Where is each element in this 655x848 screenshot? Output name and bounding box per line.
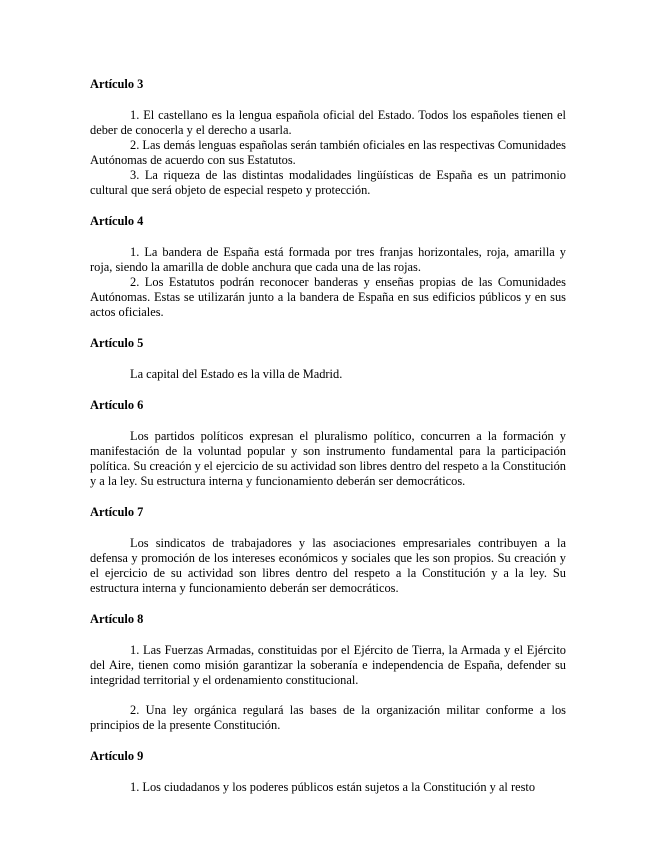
article-heading: Artículo 4 xyxy=(90,214,144,228)
article-paragraph: 1. La bandera de España está formada por tres franjas horizontales, roja, amarilla y roja, siendo la amarilla de doble anchura que cada una de las rojas. xyxy=(90,245,566,274)
article-heading: Artículo 5 xyxy=(90,336,144,350)
article-paragraph: 2. Las demás lenguas españolas serán también oficiales en las respectivas Comunidades Autónomas de acuerdo con sus Estatutos. xyxy=(90,138,566,167)
article-6 xyxy=(90,398,566,489)
article-heading: Artículo 3 xyxy=(90,77,144,91)
article-5 xyxy=(90,336,566,382)
article-heading: Artículo 7 xyxy=(90,505,144,519)
article-paragraph: 3. La riqueza de las distintas modalidades lingüísticas de España es un patrimonio cultural que será objeto de especial respeto y protección. xyxy=(90,168,566,197)
article-9 xyxy=(90,749,566,795)
document-body xyxy=(90,77,566,811)
article-heading: Artículo 9 xyxy=(90,749,144,763)
article-paragraph: 1. Los ciudadanos y los poderes públicos están sujetos a la Constitución y al resto xyxy=(130,780,536,794)
article-paragraph: Los sindicatos de trabajadores y las asociaciones empresariales contribuyen a la defensa y promoción de los intereses económicos y sociales que les son propios. Su creación y el ejercicio de su actividad son libres dentro del respeto a la Constitución y a la ley. Su estructura interna y funcionamiento deberán ser democráticos. xyxy=(90,536,566,595)
article-3 xyxy=(90,77,566,198)
article-heading: Artículo 8 xyxy=(90,612,144,626)
article-paragraph: 2. Los Estatutos podrán reconocer banderas y enseñas propias de las Comunidades Autónomas. Estas se utilizarán junto a la bandera de España en sus edificios públicos y en sus actos oficiales. xyxy=(90,275,566,319)
article-heading: Artículo 6 xyxy=(90,398,144,412)
article-paragraph: 1. Las Fuerzas Armadas, constituidas por el Ejército de Tierra, la Armada y el Ejército del Aire, tienen como misión garantizar la soberanía e independencia de España, defender su integridad territorial y el ordenamiento constitucional. xyxy=(90,643,566,687)
article-4 xyxy=(90,214,566,320)
article-paragraph: 2. Una ley orgánica regulará las bases de la organización militar conforme a los principios de la presente Constitución. xyxy=(90,703,566,732)
article-paragraph: La capital del Estado es la villa de Madrid. xyxy=(130,367,343,381)
article-8 xyxy=(90,612,566,733)
article-7 xyxy=(90,505,566,596)
article-paragraph: 1. El castellano es la lengua española oficial del Estado. Todos los españoles tienen el deber de conocerla y el derecho a usarla. xyxy=(90,108,566,137)
article-paragraph: Los partidos políticos expresan el pluralismo político, concurren a la formación y manifestación de la voluntad popular y son instrumento fundamental para la participación política. Su creación y el ejercicio de su actividad son libres dentro del respeto a la Constitución y a la ley. Su estructura interna y funcionamiento deberán ser democráticos. xyxy=(90,429,566,488)
